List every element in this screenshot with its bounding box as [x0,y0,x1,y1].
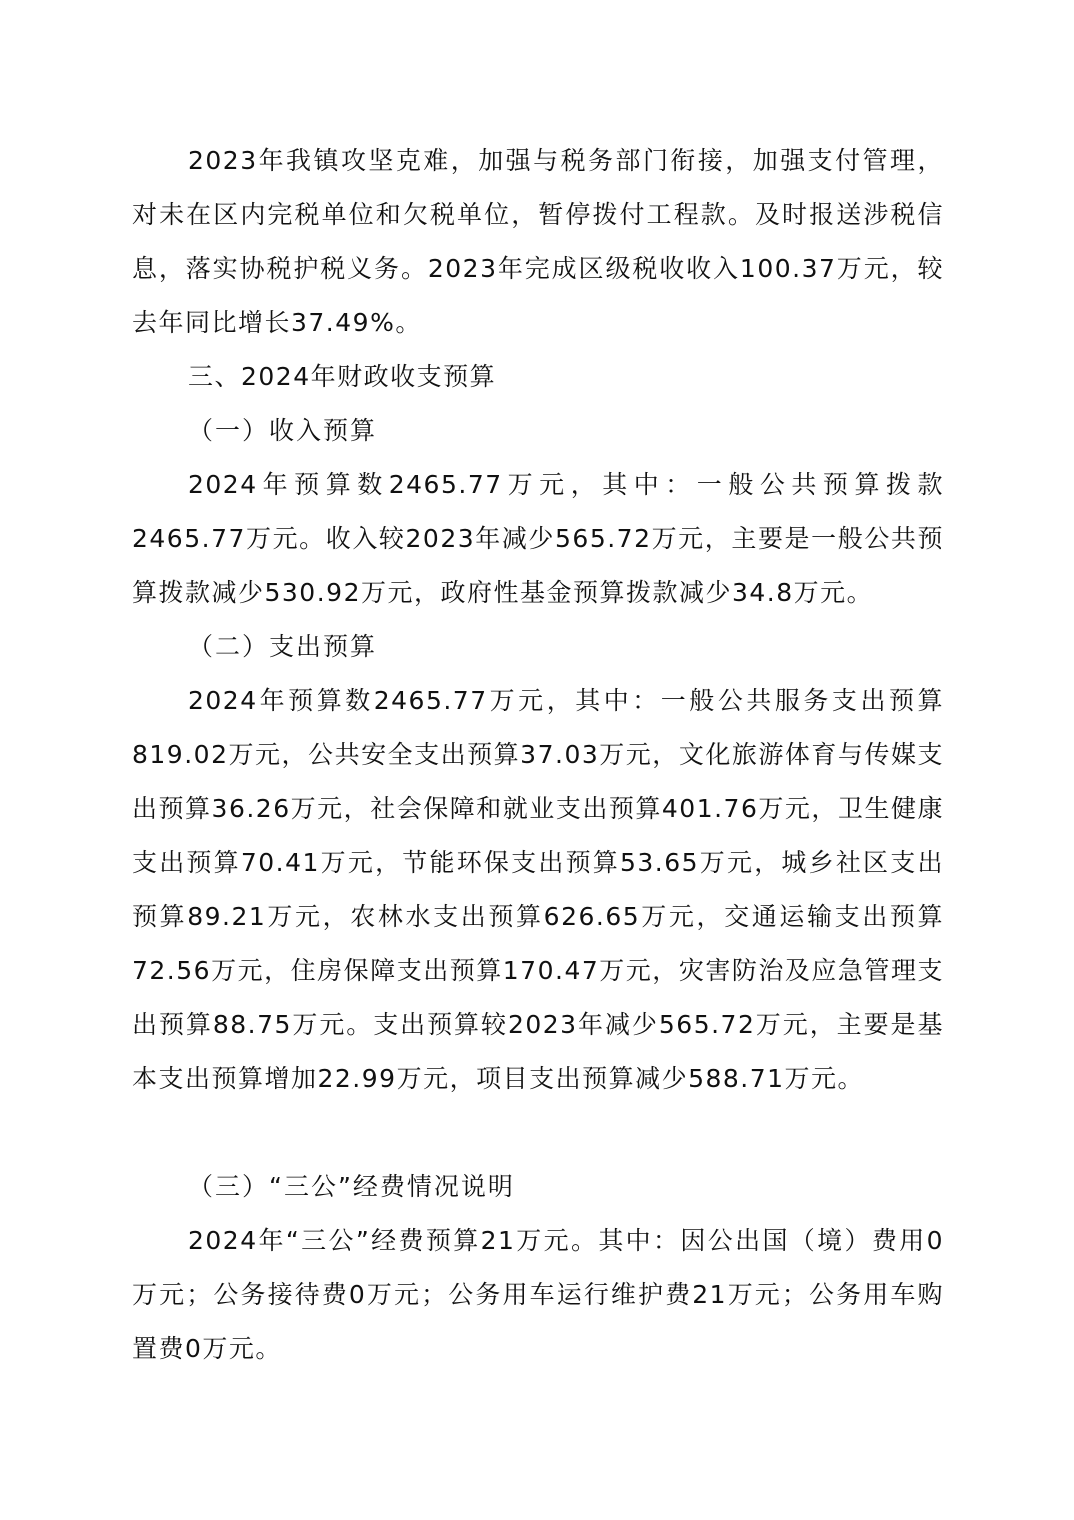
subsection-heading-three-public: （三）“三公”经费情况说明 [188,1172,515,1201]
subsection-heading-revenue: （一）收入预算 [188,416,378,445]
subsection-heading-expenditure: （二）支出预算 [188,632,378,661]
revenue-budget-paragraph: 2024年预算数2465.77万元，其中：一般公共预算拨款2465.77万元。收入较2023年减少565.72万元，主要是一般公共预算拨款减少530.92万元，政府性基金预算拨款减少34.8万元。 [132,470,944,607]
three-public-expense-paragraph: 2024年“三公”经费预算21万元。其中：因公出国（境）费用0万元；公务接待费0万元；公务用车运行维护费21万元；公务用车购置费0万元。 [132,1226,944,1363]
tax-revenue-paragraph: 2023年我镇攻坚克难，加强与税务部门衔接，加强支付管理，对未在区内完税单位和欠税单位，暂停拨付工程款。及时报送涉税信息，落实协税护税义务。2023年完成区级税收收入100.37万元，较去年同比增长37.49%。 [132,146,944,337]
section-heading-budget: 三、2024年财政收支预算 [188,362,497,391]
expenditure-budget-paragraph: 2024年预算数2465.77万元，其中：一般公共服务支出预算819.02万元，公共安全支出预算37.03万元，文化旅游体育与传媒支出预算36.26万元，社会保障和就业支出预算401.76万元，卫生健康支出预算70.41万元，节能环保支出预算53.65万元，城乡社区支出预算89.21万元，农林水支出预算626.65万元，交通运输支出预算72.56万元，住房保障支出预算170.47万元，灾害防治及应急管理支出预算88.75万元。支出预算较2023年减少565.72万元，主要是基本支出预算增加22.99万元，项目支出预算减少588.71万元。 [132,686,944,1093]
